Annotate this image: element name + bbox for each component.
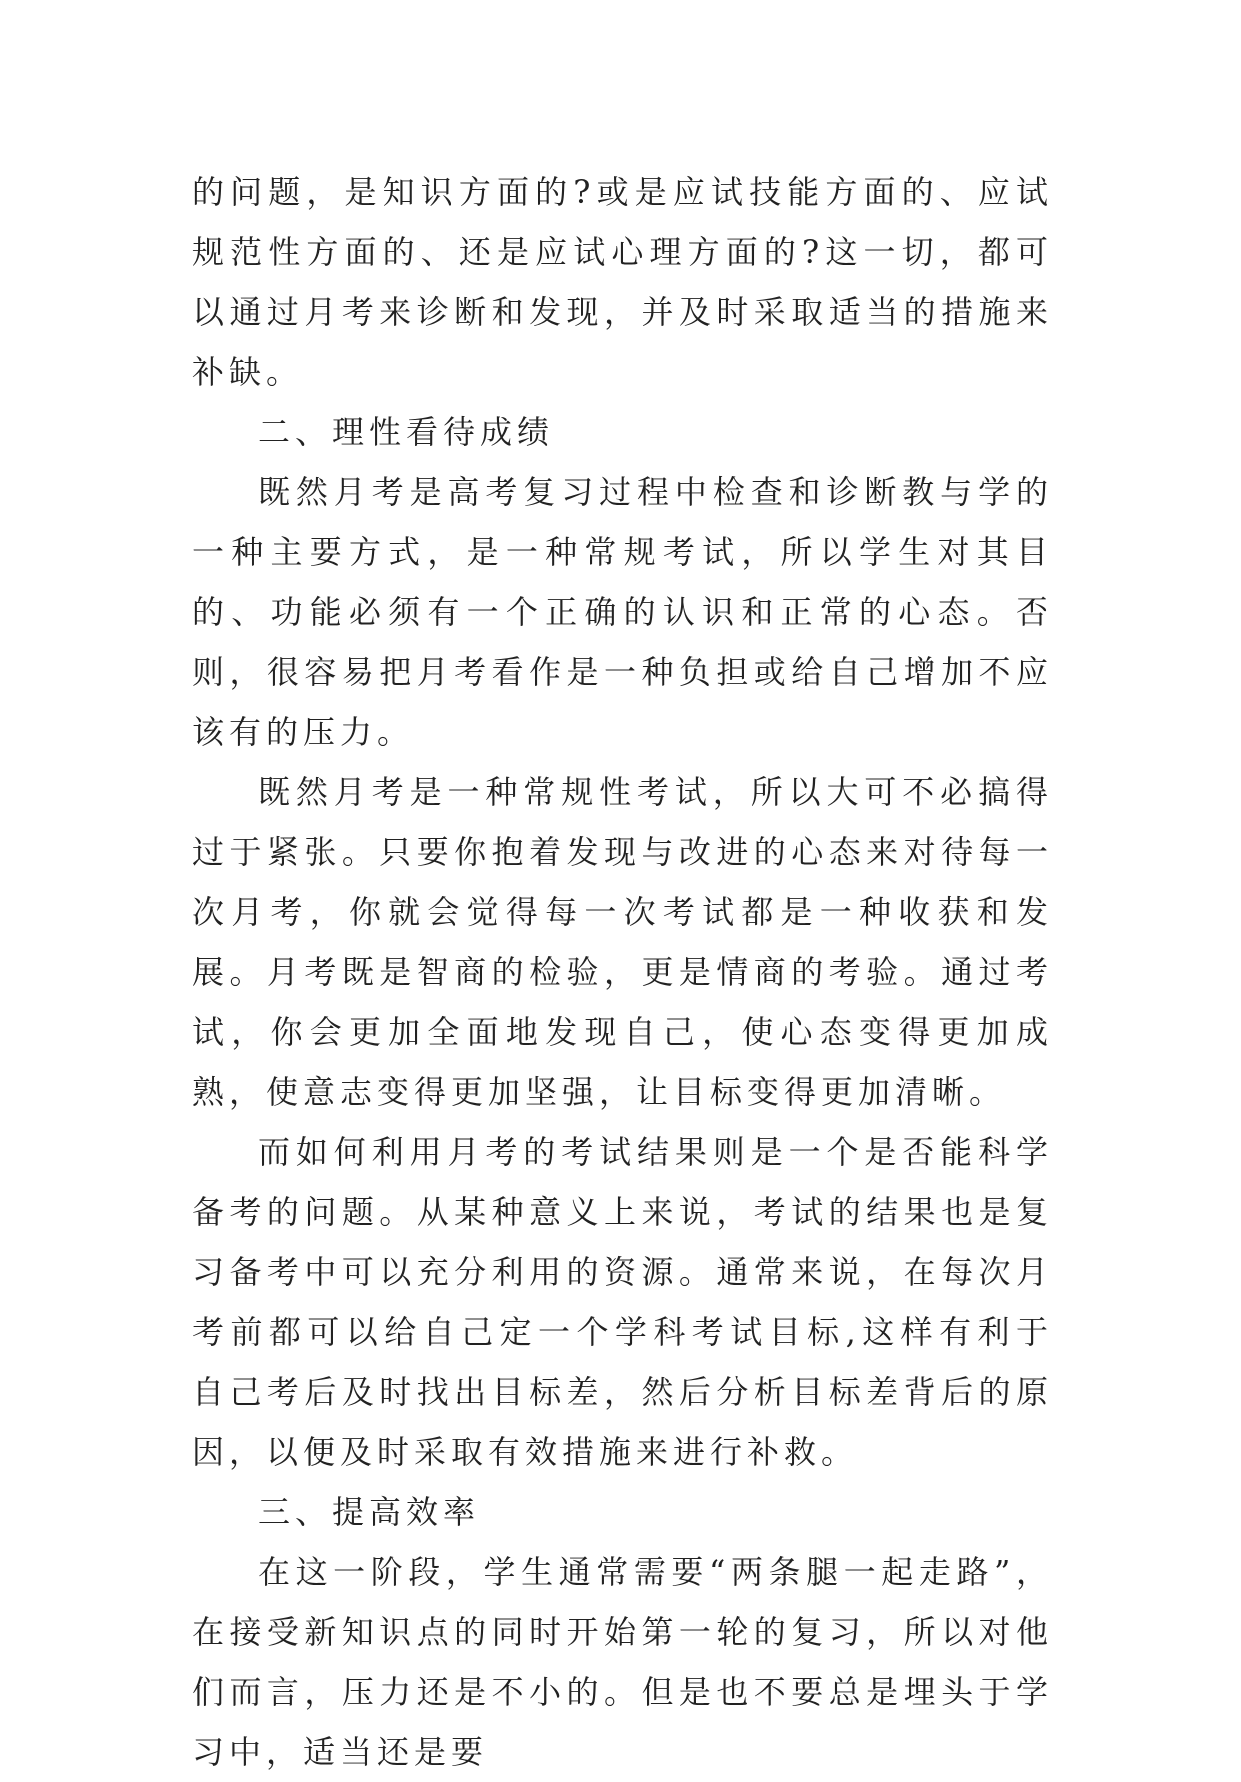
paragraph-continuation: 的问题，是知识方面的?或是应试技能方面的、应试规范性方面的、还是应试心理方面的?这一切，都可以通过月考来诊断和发现，并及时采取适当的措施来补缺。	[192, 173, 1053, 391]
document-body	[192, 162, 1053, 1782]
paragraph: 在这一阶段，学生通常需要“两条腿一起走路”，在接受新知识点的同时开始第一轮的复习，所以对他们而言，压力还是不小的。但是也不要总是埋头于学习中，适当还是要	[192, 1553, 1053, 1771]
paragraph: 既然月考是高考复习过程中检查和诊断教与学的一种主要方式，是一种常规考试，所以学生对其目的、功能必须有一个正确的认识和正常的心态。否则，很容易把月考看作是一种负担或给自己增加不应该有的压力。	[192, 473, 1053, 751]
section-heading-3: 三、提高效率	[258, 1493, 481, 1531]
paragraph: 而如何利用月考的考试结果则是一个是否能科学备考的问题。从某种意义上来说，考试的结果也是复习备考中可以充分利用的资源。通常来说，在每次月考前都可以给自己定一个学科考试目标,这样有利于自己考后及时找出目标差，然后分析目标差背后的原因，以便及时采取有效措施来进行补救。	[192, 1133, 1053, 1471]
paragraph: 既然月考是一种常规性考试，所以大可不必搞得过于紧张。只要你抱着发现与改进的心态来对待每一次月考，你就会觉得每一次考试都是一种收获和发展。月考既是智商的检验，更是情商的考验。通过考试，你会更加全面地发现自己，使心态变得更加成熟，使意志变得更加坚强，让目标变得更加清晰。	[192, 773, 1053, 1111]
section-heading-2: 二、理性看待成绩	[258, 413, 555, 451]
